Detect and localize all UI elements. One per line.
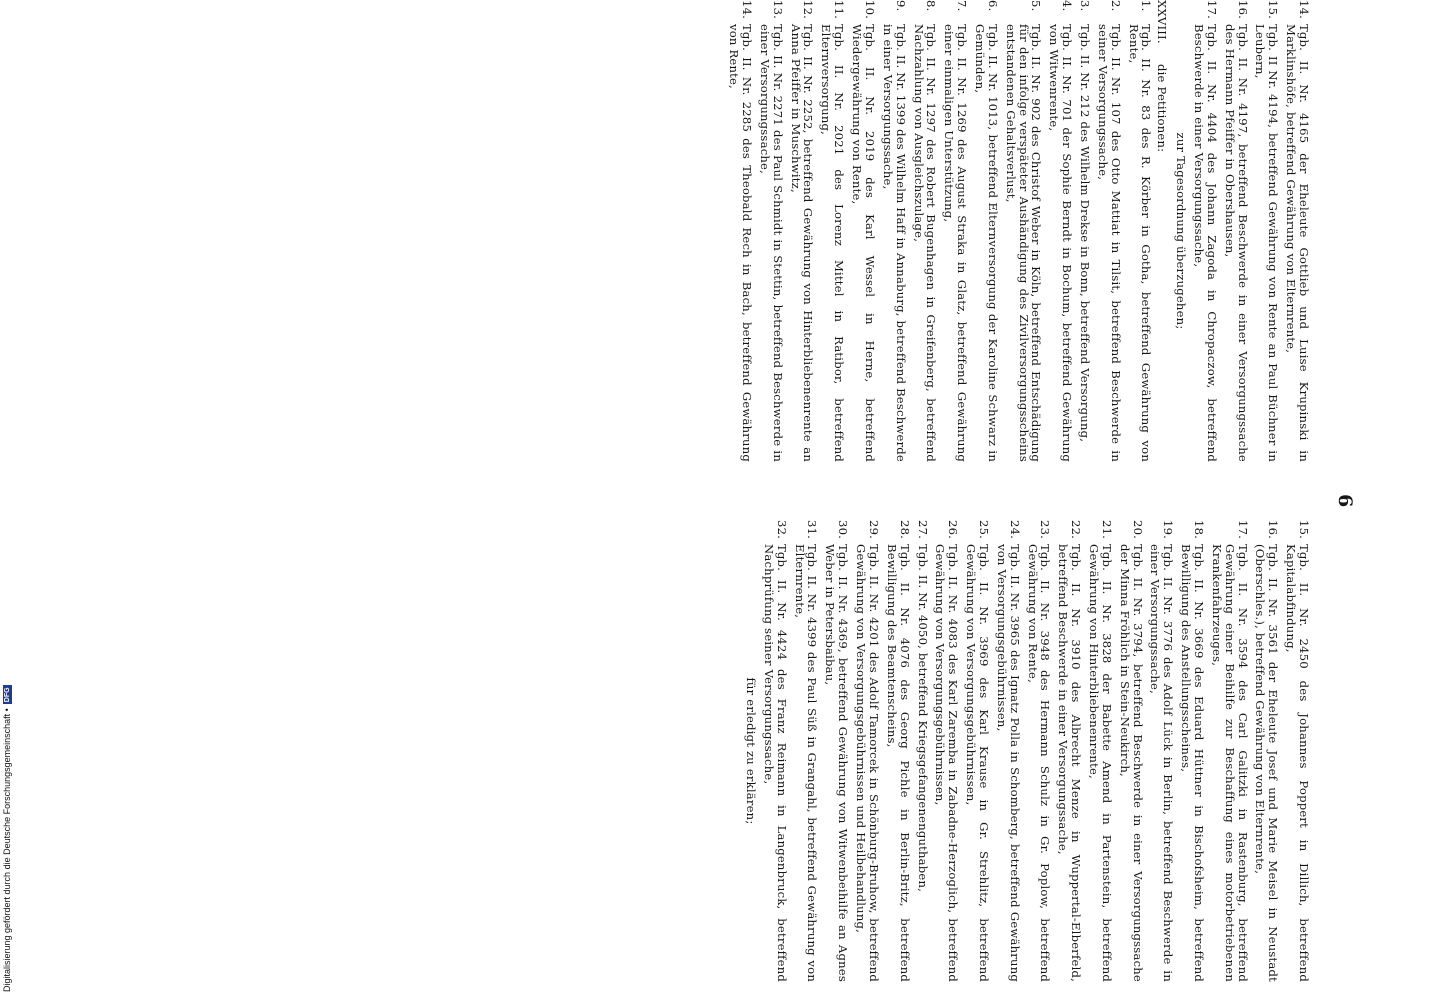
item-text: Tgb. II. Nr. 1297 des Robert Bugenhagen in Greifenberg, betreffend Nachzahlung von Ausgleichszulage, bbox=[911, 24, 939, 462]
list-item bbox=[995, 520, 1021, 982]
list-item bbox=[1284, 520, 1310, 982]
item-text: Tgb. II. Nr. 3948 des Hermann Schulz in Gr. Poplow, betreffend Gewährung von Rente, bbox=[1025, 544, 1053, 982]
item-text: Tgb. II. Nr. 3965 des Ignatz Polla in Schomberg, betreffend Gewährung von Versorgungsgebührnissen, bbox=[994, 544, 1022, 982]
item-number: 6. bbox=[985, 0, 1000, 12]
item-number: 11. bbox=[832, 0, 847, 20]
list-item bbox=[1026, 520, 1052, 982]
item-text: Tgb. II. Nr. 1269 des August Straka in Glatz, betreffend Gewährung einer einmaligen Unterstützung, bbox=[942, 24, 970, 462]
list-item bbox=[942, 0, 968, 462]
list-item bbox=[1127, 0, 1153, 462]
item-number: 30. bbox=[836, 520, 851, 540]
left-top-entries bbox=[1192, 0, 1310, 462]
item-text: Tgb. II Nr. 4194, betreffend Gewährung von Rente an Paul Büchner in Leubern, bbox=[1253, 24, 1281, 462]
item-text: Tgb. II. Nr. 1399 des Wilhelm Haff in Annaburg, betreffend Beschwerde in einer Versorgungssache, bbox=[880, 24, 908, 462]
list-item bbox=[1096, 0, 1122, 462]
list-item bbox=[916, 520, 929, 982]
page-number: 6 bbox=[1334, 494, 1356, 508]
section-intro: die Petitionen: bbox=[1155, 64, 1170, 153]
item-number: 2. bbox=[1108, 0, 1123, 12]
list-item bbox=[1087, 520, 1113, 982]
item-text: Tgb. II. Nr. 2285 des Theobald Rech in Bach, betreffend Gewährung von Rente, bbox=[727, 24, 755, 462]
item-text: Tgb. II. Nr. 4165 der Eheleute Gottlieb und Luise Krupinski in Marklinshöfe, betreffend Gewährung von Elternrente, bbox=[1284, 24, 1311, 462]
item-number: 17. bbox=[1204, 0, 1219, 20]
footer bbox=[2, 685, 12, 992]
list-item bbox=[973, 0, 999, 462]
left-column bbox=[722, 0, 1310, 462]
section-roman: XXVIII. bbox=[1155, 0, 1170, 44]
item-number: 4. bbox=[1060, 0, 1075, 12]
item-number: 17. bbox=[1235, 520, 1250, 540]
list-item bbox=[793, 520, 819, 982]
item-number: 9. bbox=[893, 0, 908, 12]
item-text: Tgb. II. Nr. 2021 des Lorenz Mittel in Ratibor, betreffend Elternversorgung, bbox=[819, 24, 847, 462]
item-text: Tgb. II. Nr. 701 der Sophie Berndt in Bochum, betreffend Gewährung von Witwenrente, bbox=[1047, 24, 1075, 462]
footer-text: Digitalisierung gefördert durch die Deutsche Forschungsgemeinschaft • bbox=[2, 708, 12, 992]
list-item bbox=[1254, 0, 1280, 462]
item-number: 23. bbox=[1038, 520, 1053, 540]
item-number: 20. bbox=[1130, 520, 1145, 540]
agenda-line: zur Tagesordnung überzugehen; bbox=[1174, 132, 1189, 330]
item-number: 12. bbox=[801, 0, 816, 20]
item-text: Tgb. II. Nr. 3669 des Eduard Hüttner in Bischofsheim, betreffend Bewilligung des Anstellungsscheines, bbox=[1179, 544, 1206, 982]
list-item bbox=[1179, 520, 1205, 982]
item-text: Tgb. II. Nr. 3828 der Babette Amend in Partenstein, betreffend Gewährung von Hinterbliebenenrente, bbox=[1086, 544, 1114, 982]
list-item bbox=[1192, 0, 1218, 462]
item-text: Tgb. II. Nr. 212 des Wilhelm Drekse in Bonn, betreffend Versorgung, bbox=[1077, 24, 1092, 443]
dfg-logo: DFG bbox=[3, 687, 11, 703]
item-number: 18. bbox=[1191, 520, 1206, 540]
item-text: Tgb. II. Nr. 2450 des Johannes Poppert in Dillich, betreffend Kapitalabfindung, bbox=[1284, 544, 1311, 982]
item-number: 8. bbox=[924, 0, 939, 12]
rotated-page bbox=[112, 0, 1362, 1000]
item-text: Tgb. II. Nr. 3561 der Eheleute Josef und Marie Meisel in Neustadt (Oberschles.), betreffend Gewährung von Elternrente, bbox=[1253, 544, 1281, 982]
list-item bbox=[885, 520, 911, 982]
item-text: Tgb. II. Nr. 4399 des Paul Süß in Grangahl, betreffend Gewährung von Elternrente, bbox=[792, 544, 820, 982]
item-text: Tgb. II. Nr. 2252, betreffend Gewährung von Hinterbliebenenrente an Anna Pfeiffer in Muschwitz, bbox=[788, 24, 816, 462]
list-item bbox=[912, 0, 938, 462]
list-item bbox=[850, 0, 876, 462]
closing-line: für erledigt zu erklären; bbox=[744, 677, 759, 825]
item-number: 16. bbox=[1235, 0, 1250, 20]
list-item bbox=[854, 520, 880, 982]
item-text: Tgb. II. Nr. 4404 des Johann Zagoda in Chropaczow, betreffend Beschwerde in einer Versorgungssache, bbox=[1191, 24, 1219, 462]
item-number: 15. bbox=[1297, 520, 1311, 540]
item-number: 25. bbox=[976, 520, 991, 540]
list-item bbox=[1056, 520, 1082, 982]
item-text: Tgb. II. Nr. 4369, betreffend Gewährung von Witwenbeihilfe an Agnes Weber in Petersbaibau, bbox=[823, 544, 851, 982]
item-number: 15. bbox=[1266, 0, 1281, 20]
item-text: Tgb. II. Nr. 3969 des Karl Krause in Gr. Strehlitz, betreffend Gewährung von Versorgungsgebührnissen, bbox=[964, 544, 991, 982]
item-text: Tgb. II. Nr. 3794, betreffend Beschwerde in einer Versorgungssache der Minna Fröhlich in Stein-Neukirch, bbox=[1117, 544, 1145, 982]
list-item bbox=[1004, 0, 1043, 462]
item-number: 13. bbox=[770, 0, 785, 20]
item-text: Tgb. II. Nr. 83 des R. Körber in Gotha, betreffend Gewährung von Rente, bbox=[1126, 24, 1154, 462]
item-number: 32. bbox=[774, 520, 789, 540]
item-number: 26. bbox=[946, 520, 961, 540]
item-number: 29. bbox=[866, 520, 881, 540]
item-text: Tgb. II. Nr. 3594 des Carl Galitzki in Rastenburg, betreffend Gewährung einer Beihilfe zur Beschaffung eines motorbetriebenen Krankenfahrzeuges, bbox=[1209, 544, 1250, 982]
item-text: Tgb. II. Nr. 4083 des Karl Zaremba in Zabadne-Herzoglich, betreffend Gewährung von Versorgungsgebührnissen, bbox=[933, 544, 961, 982]
list-item bbox=[789, 0, 815, 462]
item-text: Tgb. II. Nr. 4076 des Georg Pichle in Berlin-Britz, betreffend Bewilligung des Beamtenscheins, bbox=[884, 544, 912, 982]
item-text: Tgb. II. Nr. 4201 des Adolf Tamorcek in Schönburg-Bruhow, betreffend Gewährung von Versorgungsgebührnissen und Heilbehandlung, bbox=[854, 544, 881, 982]
item-text: Tgb. II. Nr. 4050, betreffend Kriegsgefangenenguthaben, bbox=[915, 544, 930, 893]
list-item bbox=[758, 0, 784, 462]
item-number: 5. bbox=[1029, 0, 1044, 12]
list-item bbox=[1223, 0, 1249, 462]
right-entries bbox=[762, 520, 1310, 982]
item-text: Tgb. II. Nr. 902 des Christof Weber in Köln, betreffend Entschädigung für den infolge verspäteter Aushändigung des Zivilversorgungsscheins entstandenen Gehaltsverlust, bbox=[1003, 24, 1044, 462]
list-item bbox=[1210, 520, 1249, 982]
item-text: Tgb. II. Nr. 4424 des Franz Reimann in Langenbruck, betreffend Nachprüfung seiner Versorgungssache, bbox=[761, 544, 789, 982]
section-header bbox=[1155, 0, 1168, 462]
list-item bbox=[934, 520, 960, 982]
item-number: 16. bbox=[1266, 520, 1281, 540]
item-number: 24. bbox=[1007, 520, 1022, 540]
item-number: 21. bbox=[1099, 520, 1114, 540]
item-number: 27. bbox=[915, 520, 930, 540]
list-item bbox=[1118, 520, 1144, 982]
list-item bbox=[824, 520, 850, 982]
item-number: 28. bbox=[897, 520, 912, 540]
list-item bbox=[1254, 520, 1280, 982]
item-number: 3. bbox=[1077, 0, 1092, 12]
item-text: Tgb. II. Nr. 3776 des Adolf Lück in Berlin, betreffend Beschwerde in einer Versorgungssache, bbox=[1148, 544, 1176, 982]
item-number: 22. bbox=[1069, 520, 1084, 540]
list-item bbox=[1047, 0, 1073, 462]
item-number: 14. bbox=[1297, 0, 1311, 20]
list-item bbox=[964, 520, 990, 982]
list-item bbox=[1078, 0, 1091, 462]
item-text: Tgb. II. Nr. 3910 des Albrecht Menze in Wuppertal-Elberfeld, betreffend Beschwerde in einer Versorgungssache, bbox=[1056, 544, 1084, 982]
item-number: 10. bbox=[862, 0, 877, 20]
item-number: 14. bbox=[740, 0, 755, 20]
item-text: Tgb. II. Nr. 2019 des Karl Wessel in Herne, betreffend Wiedergewährung von Rente, bbox=[850, 24, 877, 462]
item-text: Tgb. II. Nr. 2271 des Paul Schmidt in Stettin, betreffend Beschwerde in einer Versorgungssache, bbox=[757, 24, 785, 462]
item-text: Tgb. II. Nr. 4197, betreffend Beschwerde in einer Versorgungssache des Hermann Pfeiffer in Obershausen, bbox=[1222, 24, 1250, 462]
list-item bbox=[1149, 520, 1175, 982]
list-item bbox=[881, 0, 907, 462]
list-item bbox=[762, 520, 788, 982]
list-item bbox=[1284, 0, 1310, 462]
item-text: Tgb. II. Nr. 107 des Otto Mattiat in Tilsit, betreffend Beschwerde in seiner Versorgungssache, bbox=[1095, 24, 1123, 462]
item-number: 1. bbox=[1139, 0, 1154, 12]
list-item bbox=[820, 0, 846, 462]
item-number: 7. bbox=[955, 0, 970, 12]
item-number: 19. bbox=[1161, 520, 1176, 540]
item-number: 31. bbox=[805, 520, 820, 540]
list-item bbox=[727, 0, 753, 462]
item-text: Tgb. II. Nr. 1013, betreffend Elternversorgung der Karoline Schwarz in Gemünden, bbox=[972, 24, 1000, 462]
section-entries bbox=[727, 0, 1152, 462]
right-column bbox=[738, 520, 1310, 982]
